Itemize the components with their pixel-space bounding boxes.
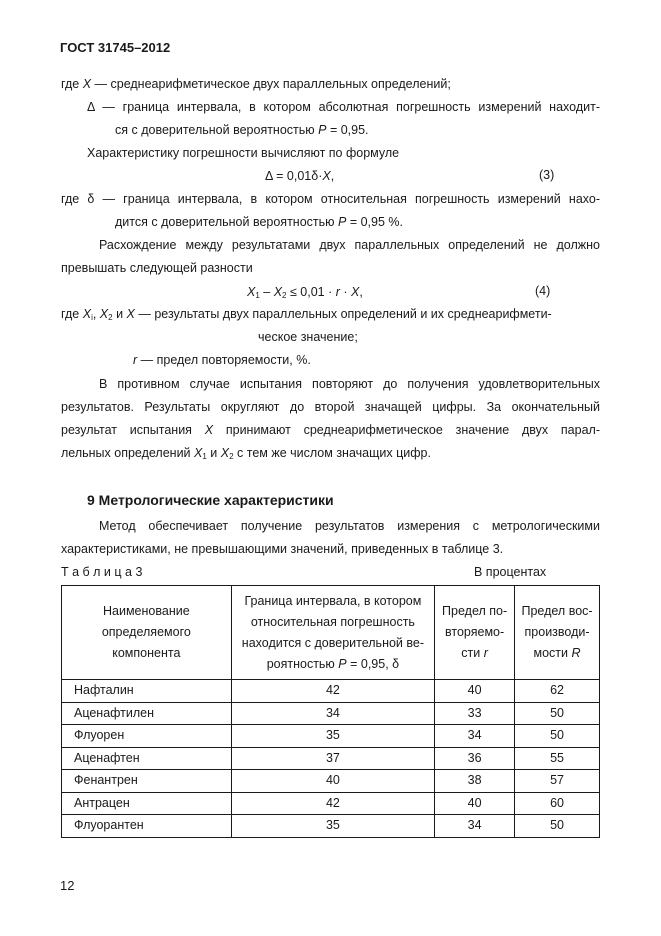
page-number: 12 (60, 878, 75, 893)
table-row (62, 747, 600, 770)
table-caption: Т а б л и ц а 3 (61, 565, 143, 579)
text-line: где X — среднеарифметическое двух параллельных определений; (61, 77, 451, 91)
text-line: Расхождение между результатами двух параллельных определений не должно (99, 238, 600, 252)
text-line: Метод обеспечивает получение результатов измерения с метрологическими (99, 519, 600, 533)
equation-4-number: (4) (535, 284, 551, 298)
text-line: дится с доверительной вероятностью P = 0,95 %. (115, 215, 403, 229)
table-row (62, 770, 600, 793)
cell-interval: 35 (231, 815, 435, 838)
text-line: лельных определений $X_1$ и $X_2$ с тем же числом значащих цифр. (61, 446, 431, 461)
text-line: превышать следующей разности (61, 261, 253, 275)
cell-repeatability: 34 (435, 815, 515, 838)
cell-repeatability: 40 (435, 792, 515, 815)
cell-repeatability: 33 (435, 702, 515, 725)
cell-repeatability: 40 (435, 680, 515, 703)
text-line: ся с доверительной вероятностью P = 0,95. (115, 123, 369, 137)
text-line: В противном случае испытания повторяют до получения удовлетворительных (99, 377, 600, 391)
table-row (62, 680, 600, 703)
equation-3: Δ = 0,01δ·X, (265, 169, 335, 183)
header-interval: Граница интервала, в котором относительная погрешность находится с доверительной ве- роятностью P = 0,95, δ (231, 586, 435, 680)
text-line: r — предел повторяемости, %. (133, 353, 311, 367)
cell-interval: 34 (231, 702, 435, 725)
table-row (62, 725, 600, 748)
text-line: Δ — граница интервала, в котором абсолютная погрешность измерений находит- (87, 100, 600, 114)
cell-reproducibility: 57 (515, 770, 600, 793)
cell-component: Флуорантен (62, 815, 232, 838)
metrology-table (61, 585, 600, 838)
equation-3-number: (3) (539, 168, 555, 182)
cell-interval: 42 (231, 792, 435, 815)
cell-reproducibility: 50 (515, 815, 600, 838)
header-reproducibility: Предел вос- производи- мости R (515, 586, 600, 680)
cell-reproducibility: 55 (515, 747, 600, 770)
text-line: где $X_i$, $X_2$ и X — результаты двух параллельных определений и их среднеарифмети- (61, 307, 552, 322)
header-component: Наименование определяемого компонента (62, 586, 232, 680)
cell-component: Антрацен (62, 792, 232, 815)
cell-reproducibility: 50 (515, 725, 600, 748)
table-row (62, 815, 600, 838)
text-line: характеристиками, не превышающими значений, приведенных в таблице 3. (61, 542, 504, 556)
equation-4: $X_1 - X_2 \le 0,01 \cdot r \cdot X$, (247, 285, 363, 300)
cell-component: Фенантрен (62, 770, 232, 793)
cell-interval: 37 (231, 747, 435, 770)
table-row (62, 702, 600, 725)
cell-repeatability: 38 (435, 770, 515, 793)
cell-reproducibility: 62 (515, 680, 600, 703)
text-line: где δ — граница интервала, в котором относительная погрешность измерений нахо- (61, 192, 600, 206)
table-units: В процентах (474, 565, 547, 579)
cell-component: Аценафтен (62, 747, 232, 770)
cell-component: Аценафтилен (62, 702, 232, 725)
cell-reproducibility: 50 (515, 702, 600, 725)
cell-repeatability: 34 (435, 725, 515, 748)
text-line: результат испытания X принимают среднеарифметическое значение двух парал- (61, 423, 600, 437)
table-header-row (62, 586, 600, 680)
cell-reproducibility: 60 (515, 792, 600, 815)
text-line: Характеристику погрешности вычисляют по формуле (87, 146, 400, 160)
cell-repeatability: 36 (435, 747, 515, 770)
cell-component: Нафталин (62, 680, 232, 703)
cell-component: Флуорен (62, 725, 232, 748)
header-repeatability: Предел по- вторяемо- сти r (435, 586, 515, 680)
table-row (62, 792, 600, 815)
cell-interval: 42 (231, 680, 435, 703)
section-title: 9 Метрологические характеристики (87, 492, 334, 508)
document-header: ГОСТ 31745–2012 (60, 40, 171, 55)
text-line: результатов. Результаты округляют до второй значащей цифры. За окончательный (61, 400, 600, 414)
cell-interval: 35 (231, 725, 435, 748)
text-line: ческое значение; (258, 330, 358, 344)
cell-interval: 40 (231, 770, 435, 793)
